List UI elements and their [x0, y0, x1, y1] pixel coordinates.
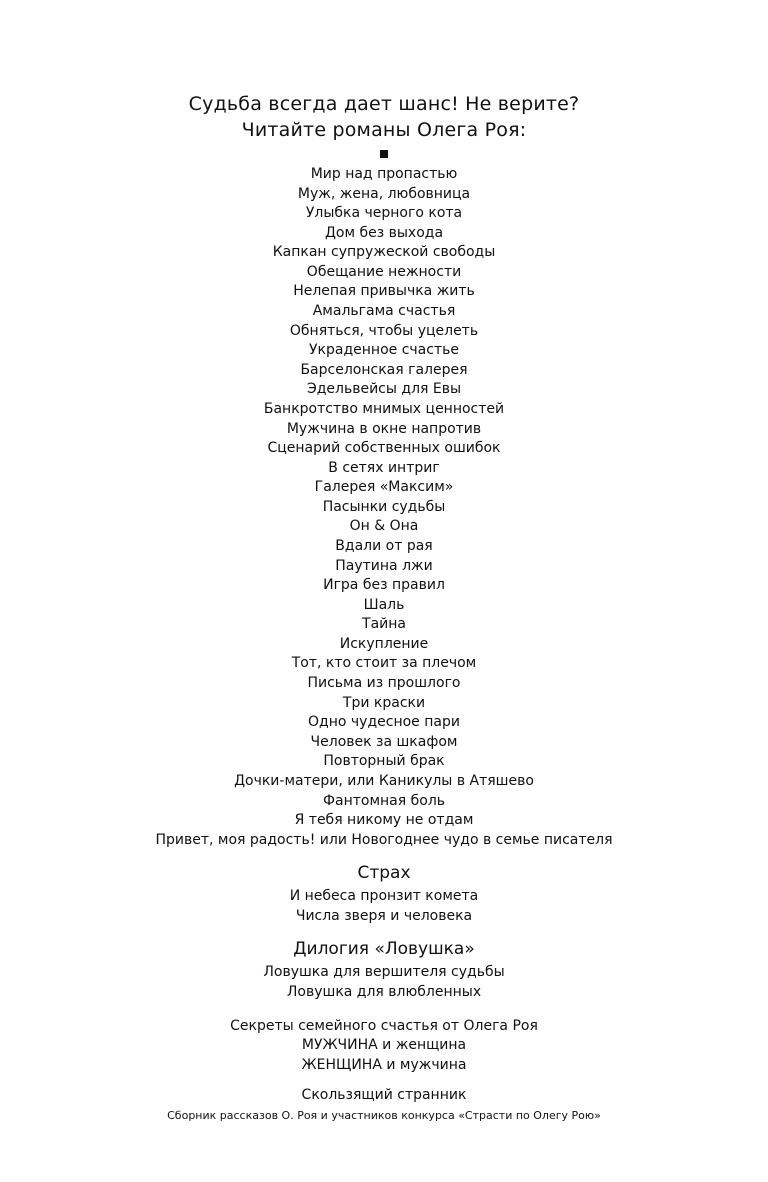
list-item: Мир над пропастью	[310, 166, 458, 182]
list-item: Эдельвейсы для Евы	[306, 381, 462, 398]
series-title-strakh: Страх	[357, 863, 411, 884]
list-item: Я тебя никому не отдам	[294, 812, 474, 829]
list-item: Капкан супружеской свободы	[272, 244, 496, 261]
list-item: Банкротство мнимых ценностей	[263, 400, 505, 417]
list-item: В сетях интриг	[328, 459, 440, 476]
list-item: Муж, жена, любовница	[297, 185, 471, 202]
list-item: Одно чудесное пари	[308, 714, 460, 731]
list-item: Тот, кто стоит за плечом	[291, 655, 477, 672]
list-item: Галерея «Максим»	[314, 479, 454, 496]
list-item: Ловушка для влюбленных	[286, 983, 482, 1000]
list-item: Три краски	[342, 694, 426, 711]
series-title-lovushka: Дилогия «Ловушка»	[293, 939, 475, 960]
list-item: Обняться, чтобы уцелеть	[289, 322, 479, 339]
novels-list	[0, 165, 768, 850]
list-item: Человек за шкафом	[310, 733, 458, 750]
list-item: Паутина лжи	[335, 557, 433, 574]
list-item: Тайна	[362, 616, 406, 633]
glider-title: Скользящий странник	[301, 1087, 467, 1104]
list-item: Украденное счастье	[309, 342, 459, 359]
list-item: Сценарий собственных ошибок	[267, 440, 501, 457]
list-item: ЖЕНЩИНА и мужчина	[301, 1056, 467, 1073]
promo-heading: Судьба всегда дает шанс! Не верите?	[188, 93, 580, 115]
list-item: Улыбка черного кота	[305, 205, 463, 222]
series-title-secrets: Секреты семейного счастья от Олега Роя	[230, 1018, 538, 1035]
list-item: Числа зверя и человека	[295, 907, 473, 924]
list-item: И небеса пронзит комета	[289, 888, 479, 905]
list-item: Нелепая привычка жить	[293, 283, 475, 300]
list-item: Искупление	[339, 635, 429, 652]
list-item: Дочки-матери, или Каникулы в Атяшево	[234, 772, 534, 789]
list-item: Барселонская галерея	[300, 361, 468, 378]
list-item: Дом без выхода	[324, 224, 444, 241]
list-item: МУЖЧИНА и женщина	[301, 1037, 467, 1054]
square-bullet-icon	[380, 150, 388, 158]
series-list-lovushka	[0, 963, 768, 1002]
list-item: Вдали от рая	[335, 537, 433, 554]
list-item: Игра без правил	[323, 577, 445, 594]
list-item: Шаль	[363, 596, 405, 613]
list-item: Фантомная боль	[322, 792, 446, 809]
list-item: Письма из прошлого	[307, 675, 461, 692]
collection-subtitle: Сборник рассказов О. Роя и участников конкурса «Страсти по Олегу Рою»	[167, 1109, 601, 1123]
list-item: Ловушка для вершителя судьбы	[263, 964, 505, 981]
list-item: Он & Она	[349, 518, 419, 535]
list-item: Мужчина в окне напротив	[286, 420, 482, 437]
series-list-strakh	[0, 887, 768, 926]
list-item: Привет, моя радость! или Новогоднее чудо в семье писателя	[155, 831, 613, 848]
list-item: Обещание нежности	[306, 263, 462, 280]
list-item: Пасынки судьбы	[322, 498, 446, 515]
novels-heading: Читайте романы Олега Роя:	[241, 119, 527, 141]
series-list-secrets	[0, 1036, 768, 1075]
list-item: Повторный брак	[323, 753, 445, 770]
list-item: Амальгама счастья	[312, 303, 456, 320]
